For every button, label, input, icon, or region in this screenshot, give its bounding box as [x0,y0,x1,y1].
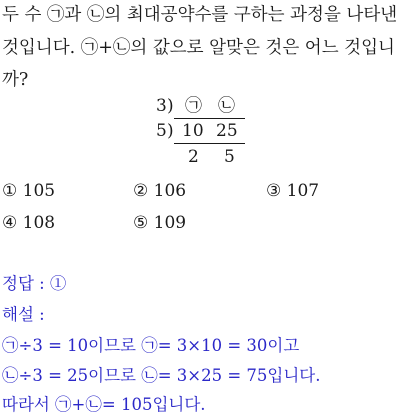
ladder-division [150,96,260,166]
divisor-2: 5 [156,121,167,141]
question-line-1: 두 수 ㉠과 ㉡의 최대공약수를 구하는 과정을 나타낸 [2,5,398,25]
explanation-line-1: ㉠÷3 = 10이므로 ㉠= 3×10 = 30이고 [2,336,300,355]
option-1-mark: ① [2,181,18,201]
divisor-1: 3 [156,96,167,116]
option-3-mark: ③ [266,181,282,201]
question-line-3: 까? [2,70,29,90]
option-5-value: 109 [153,213,187,233]
option-3-value: 107 [286,181,320,201]
explanation-line-3: 따라서 ㉠+㉡= 105입니다. [2,395,206,414]
value-a-1: ㉠ [185,96,202,116]
answer-label: 정답 : ① [2,274,67,293]
division-line-2 [174,143,245,144]
division-bracket-2: ) [167,121,174,141]
value-b-1: ㉡ [218,96,235,116]
option-1[interactable] [2,180,55,202]
option-4-value: 108 [22,213,56,233]
explanation-line-2: ㉡÷3 = 25이므로 ㉡= 3×25 = 75입니다. [2,366,321,385]
question-line-2: 것입니다. ㉠+㉡의 값으로 알맞은 것은 어느 것입니 [2,38,395,58]
option-3[interactable] [266,180,319,202]
division-line-1 [174,118,245,119]
option-4[interactable] [2,212,55,234]
option-1-value: 105 [22,181,56,201]
option-4-mark: ④ [2,213,18,233]
value-b-2: 25 [216,121,238,141]
quotient-b: 5 [224,147,235,167]
value-a-2: 10 [182,121,204,141]
option-2-value: 106 [153,181,187,201]
option-5-mark: ⑤ [133,213,149,233]
option-5[interactable] [133,212,186,234]
option-2-mark: ② [133,181,149,201]
option-2[interactable] [133,180,186,202]
explanation-label: 해설 : [2,305,45,324]
division-bracket-1: ) [167,96,174,116]
quotient-a: 2 [188,147,199,167]
